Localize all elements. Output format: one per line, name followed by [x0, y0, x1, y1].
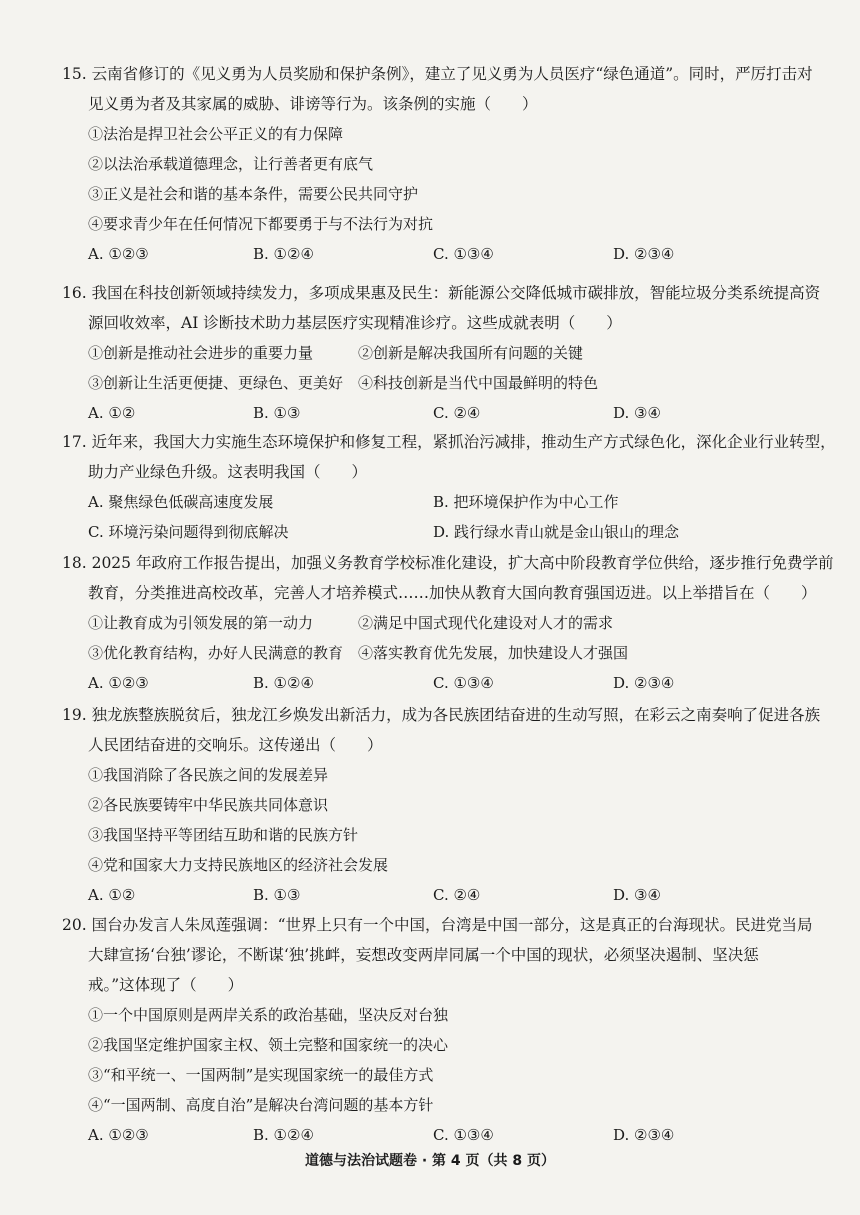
- question-stem-line: 见义勇为者及其家属的威胁、诽谤等行为。该条例的实施（ ）: [88, 95, 538, 113]
- question-stem-line: 16. 我国在科技创新领域持续发力，多项成果惠及民生：新能源公交降低城市碳排放，智能垃圾分类系统提高资: [62, 284, 821, 302]
- choice-d[interactable]: D. ③④: [613, 404, 661, 422]
- statement: ②以法治承载道德理念，让行善者更有底气: [88, 155, 374, 173]
- question-stem-line: 15. 云南省修订的《见义勇为人员奖励和保护条例》，建立了见义勇为人员医疗“绿色通道”。同时，严厉打击对: [62, 65, 813, 83]
- choice-d[interactable]: D. ②③④: [613, 674, 675, 692]
- statement: ④党和国家大力支持民族地区的经济社会发展: [88, 856, 389, 874]
- question-stem-line: 人民团结奋进的交响乐。这传递出（ ）: [88, 736, 383, 754]
- answer-choices: [62, 239, 812, 269]
- answer-choices: [62, 517, 812, 547]
- answer-choices: [62, 487, 812, 517]
- question-17: [62, 427, 836, 547]
- question-stem-line: 戒。”这体现了（ ）: [88, 976, 244, 994]
- choice-b[interactable]: B. ①③: [253, 886, 301, 904]
- statement: ③“和平统一、一国两制”是实现国家统一的最佳方式: [88, 1066, 434, 1084]
- choice-b[interactable]: B. 把环境保护作为中心工作: [433, 493, 619, 511]
- choice-d[interactable]: D. 践行绿水青山就是金山银山的理念: [433, 523, 680, 541]
- choice-b[interactable]: B. ①②④: [253, 245, 314, 263]
- choice-a[interactable]: A. ①②③: [88, 1126, 149, 1144]
- statement: ③正义是社会和谐的基本条件，需要公民共同守护: [88, 185, 419, 203]
- choice-a[interactable]: A. 聚焦绿色低碳高速度发展: [88, 493, 274, 511]
- statement: ③创新让生活更便捷、更绿色、更美好 ④科技创新是当代中国最鲜明的特色: [88, 374, 599, 392]
- question-16: [62, 278, 821, 428]
- statement: ③我国坚持平等团结互助和谐的民族方针: [88, 826, 359, 844]
- question-stem-line: 教育，分类推进高校改革，完善人才培养模式……加快从教育大国向教育强国迈进。以上举措旨在（ ）: [88, 584, 817, 602]
- choice-b[interactable]: B. ①③: [253, 404, 301, 422]
- choice-c[interactable]: C. ①③④: [433, 674, 494, 692]
- choice-a[interactable]: A. ①②③: [88, 674, 149, 692]
- question-19: [62, 700, 821, 910]
- statement: ①一个中国原则是两岸关系的政治基础，坚决反对台独: [88, 1006, 449, 1024]
- statement: ②我国坚定维护国家主权、领土完整和国家统一的决心: [88, 1036, 449, 1054]
- choice-a[interactable]: A. ①②: [88, 404, 136, 422]
- question-20: [62, 910, 812, 1150]
- choice-a[interactable]: A. ①②: [88, 886, 136, 904]
- choice-c[interactable]: C. ①③④: [433, 1126, 494, 1144]
- question-18: [62, 548, 834, 698]
- statement: ④要求青少年在任何情况下都要勇于与不法行为对抗: [88, 215, 434, 233]
- statement: ①创新是推动社会进步的重要力量 ②创新是解决我国所有问题的关键: [88, 344, 584, 362]
- choice-d[interactable]: D. ③④: [613, 886, 661, 904]
- choice-c[interactable]: C. 环境污染问题得到彻底解决: [88, 523, 289, 541]
- choice-d[interactable]: D. ②③④: [613, 1126, 675, 1144]
- choice-c[interactable]: C. ①③④: [433, 245, 494, 263]
- question-stem-line: 源回收效率，AI 诊断技术助力基层医疗实现精准诊疗。这些成就表明（ ）: [88, 314, 622, 332]
- answer-choices: [62, 668, 812, 698]
- statement: ③优化教育结构，办好人民满意的教育 ④落实教育优先发展，加快建设人才强国: [88, 644, 629, 662]
- question-stem-line: 19. 独龙族整族脱贫后，独龙江乡焕发出新活力，成为各民族团结奋进的生动写照，在彩云之南奏响了促进各族: [62, 706, 821, 724]
- choice-c[interactable]: C. ②④: [433, 404, 481, 422]
- choice-b[interactable]: B. ①②④: [253, 1126, 314, 1144]
- question-stem-line: 18. 2025 年政府工作报告提出，加强义务教育学校标准化建设，扩大高中阶段教育学位供给，逐步推行免费学前: [62, 554, 834, 572]
- question-stem-line: 助力产业绿色升级。这表明我国（ ）: [88, 463, 368, 481]
- choice-b[interactable]: B. ①②④: [253, 674, 314, 692]
- statement: ①法治是捍卫社会公平正义的有力保障: [88, 125, 344, 143]
- choice-c[interactable]: C. ②④: [433, 886, 481, 904]
- choice-a[interactable]: A. ①②③: [88, 245, 149, 263]
- choice-d[interactable]: D. ②③④: [613, 245, 675, 263]
- question-stem-line: 大肆宣扬‘台独’谬论，不断谋‘独’挑衅，妄想改变两岸同属一个中国的现状，必须坚决遏制、坚决惩: [88, 946, 759, 964]
- question-stem-line: 17. 近年来，我国大力实施生态环境保护和修复工程，紧抓治污减排，推动生产方式绿色化，深化企业行业转型，: [62, 433, 836, 451]
- answer-choices: [62, 880, 812, 910]
- question-15: [62, 59, 812, 269]
- answer-choices: [62, 1120, 812, 1150]
- statement: ①让教育成为引领发展的第一动力 ②满足中国式现代化建设对人才的需求: [88, 614, 614, 632]
- statement: ①我国消除了各民族之间的发展差异: [88, 766, 329, 784]
- statement: ②各民族要铸牢中华民族共同体意识: [88, 796, 329, 814]
- answer-choices: [62, 398, 812, 428]
- statement: ④“一国两制、高度自治”是解决台湾问题的基本方针: [88, 1096, 434, 1114]
- question-stem-line: 20. 国台办发言人朱凤莲强调：“世界上只有一个中国，台湾是中国一部分，这是真正的台海现状。民进党当局: [62, 916, 813, 934]
- page-footer: 道德与法治试题卷 · 第 4 页（共 8 页）: [304, 1153, 556, 1169]
